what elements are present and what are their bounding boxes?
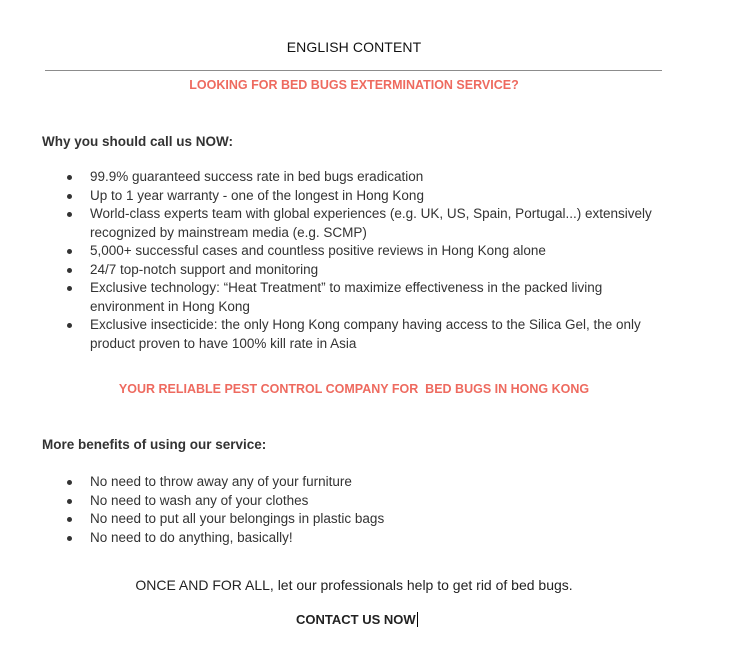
- bullet-icon: [67, 517, 72, 522]
- list-item: [64, 242, 664, 261]
- list-item: [64, 529, 664, 548]
- page-title: ENGLISH CONTENT: [286, 39, 422, 55]
- list-item-text: 99.9% guaranteed success rate in bed bugs eradication: [90, 169, 424, 184]
- bullet-icon: [67, 323, 72, 328]
- list-item-text: 5,000+ successful cases and countless positive reviews in Hong Kong alone: [90, 243, 546, 258]
- list-item: [64, 316, 664, 353]
- list-item-text: 24/7 top-notch support and monitoring: [90, 261, 319, 277]
- list-item: [64, 473, 664, 492]
- list-item: [64, 168, 664, 187]
- subheading-more-benefits: More benefits of using our service:: [42, 437, 267, 452]
- bullet-icon: [67, 249, 72, 254]
- list-item: [64, 205, 664, 242]
- list-item-text: No need to throw away any of your furniture: [90, 474, 352, 489]
- section-headline-pest-control: YOUR RELIABLE PEST CONTROL COMPANY FOR BED BUGS IN HONG KONG: [118, 382, 590, 396]
- bullet-icon: [67, 212, 72, 217]
- list-item: [64, 510, 664, 529]
- list-item-text: No need to do anything, basically!: [90, 529, 293, 545]
- subheading-why-call: Why you should call us NOW:: [42, 134, 234, 149]
- list-item-text: Exclusive technology: “Heat Treatment” to maximize effectiveness in the packed living environment in Hong Kong: [90, 280, 603, 314]
- bullet-icon: [67, 194, 72, 199]
- reasons-list: [64, 168, 664, 353]
- horizontal-divider: [45, 70, 662, 71]
- list-item-text: Up to 1 year warranty - one of the longest in Hong Kong: [90, 187, 424, 203]
- closing-statement: ONCE AND FOR ALL, let our professionals help to get rid of bed bugs.: [135, 577, 573, 593]
- list-item: [64, 261, 664, 280]
- benefits-list: [64, 473, 664, 547]
- text-cursor: [417, 612, 418, 627]
- list-item-text: No need to wash any of your clothes: [90, 492, 309, 508]
- list-item-text: Exclusive insecticide: the only Hong Kong company having access to the Silica Gel, the only product proven to have 100% kill rate in Asia: [90, 317, 641, 351]
- list-item: [64, 492, 664, 511]
- section-headline-extermination: LOOKING FOR BED BUGS EXTERMINATION SERVICE?: [189, 78, 519, 92]
- contact-us-label: CONTACT US NOW: [296, 612, 416, 627]
- list-item-text: No need to put all your belongings in plastic bags: [90, 511, 385, 526]
- bullet-icon: [67, 175, 72, 180]
- contact-us-link[interactable]: [296, 612, 418, 627]
- bullet-icon: [67, 480, 72, 485]
- list-item: [64, 187, 664, 206]
- bullet-icon: [67, 286, 72, 291]
- list-item: [64, 279, 664, 316]
- bullet-icon: [67, 536, 72, 541]
- bullet-icon: [67, 268, 72, 273]
- list-item-text: World-class experts team with global experiences (e.g. UK, US, Spain, Portugal...) extensively recognized by mainstream media (e.g. SCMP): [90, 206, 652, 240]
- bullet-icon: [67, 499, 72, 504]
